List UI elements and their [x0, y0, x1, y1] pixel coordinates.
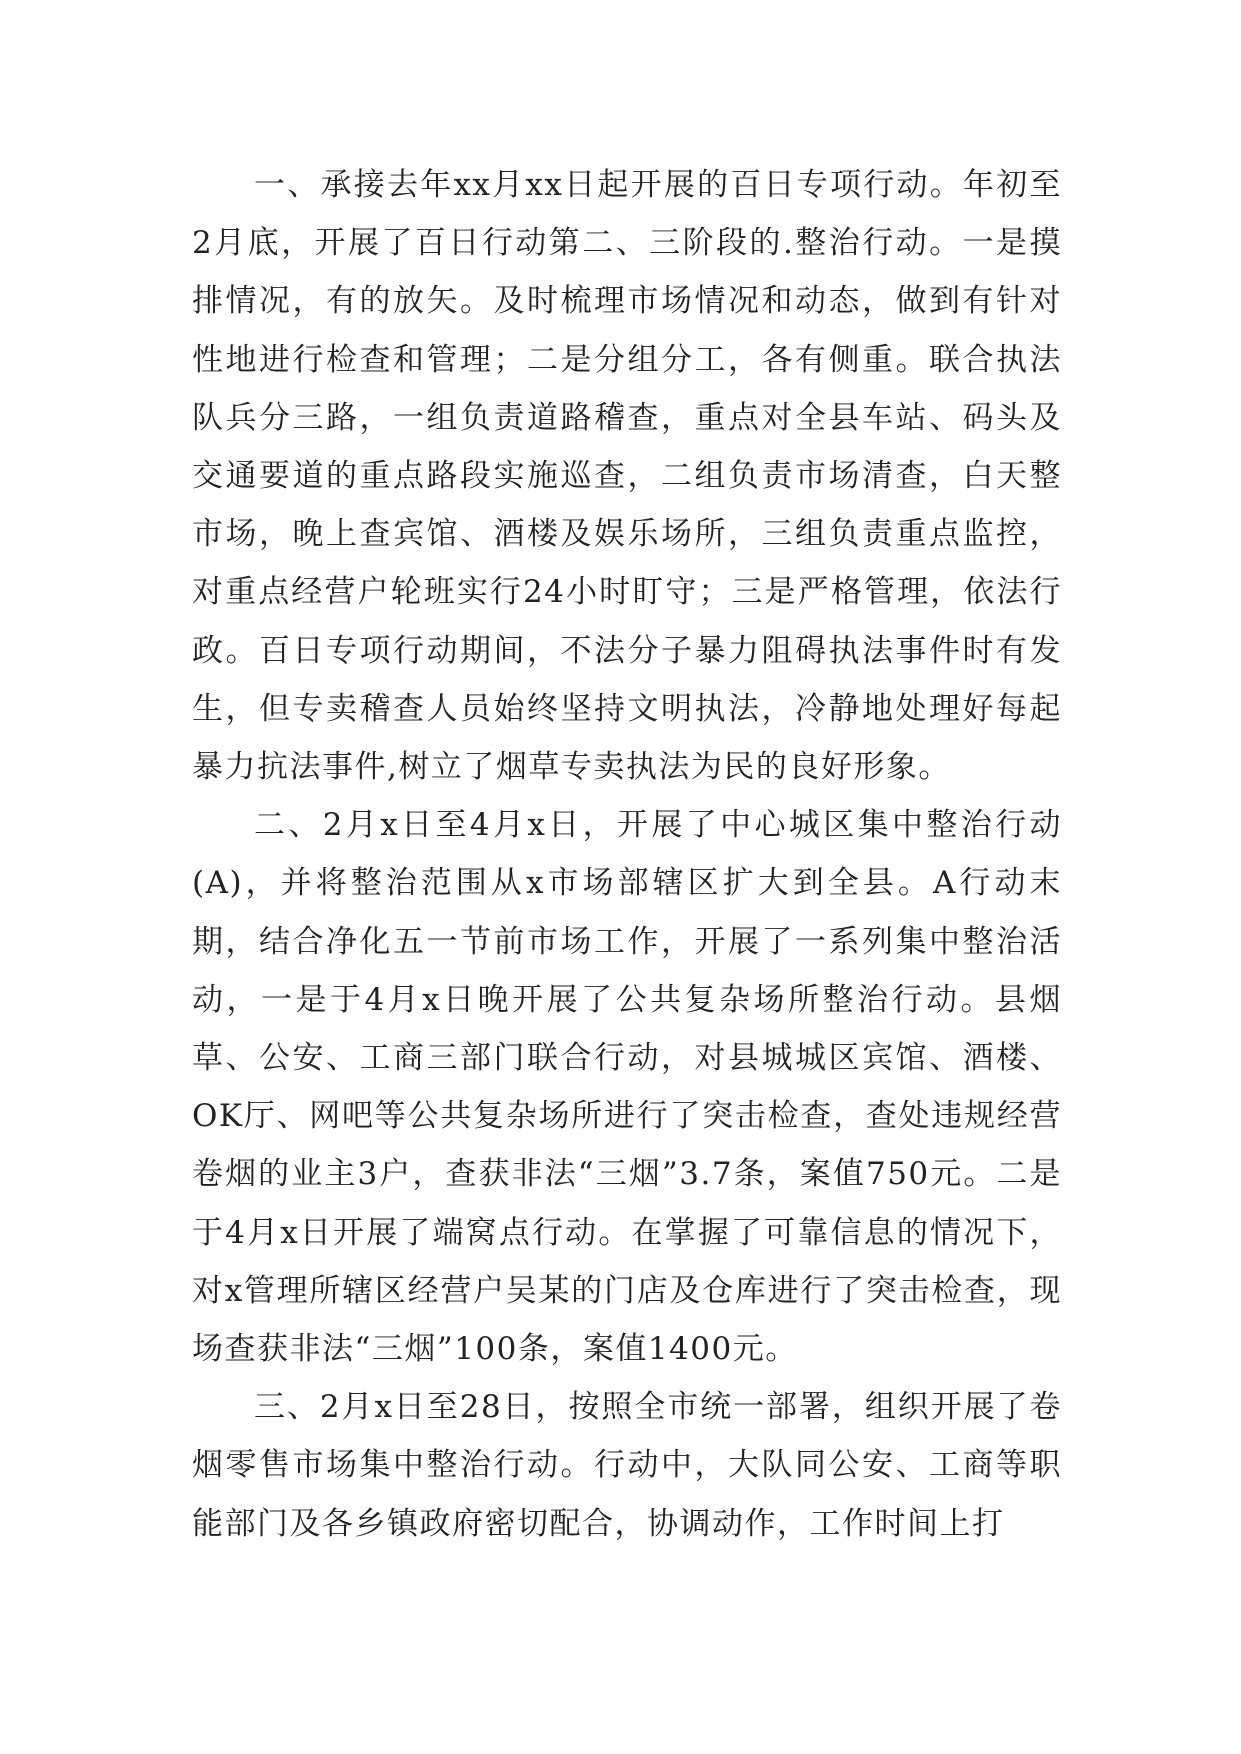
paragraph-1: 一、承接去年xx月xx日起开展的百日专项行动。年初至2月底，开展了百日行动第二、三阶段的.整治行动。一是摸排情况，有的放矢。及时梳理市场情况和动态，做到有针对性地进行检查和管理；二是分组分工，各有侧重。联合执法队兵分三路，一组负责道路稽查，重点对全县车站、码头及交通要道的重点路段实施巡查，二组负责市场清查，白天整市场，晚上查宾馆、酒楼及娱乐场所，三组负责重点监控，对重点经营户轮班实行24小时盯守；三是严格管理，依法行政。百日专项行动期间，不法分子暴力阻碍执法事件时有发生，但专卖稽查人员始终坚持文明执法，冷静地处理好每起暴力抗法事件,树立了烟草专卖执法为民的良好形象。: [192, 167, 1062, 786]
document-body: [192, 156, 1062, 1553]
paragraph-3: 三、2月x日至28日，按照全市统一部署，组织开展了卷烟零售市场集中整治行动。行动中，大队同公安、工商等职能部门及各乡镇政府密切配合，协调动作，工作时间上打: [192, 1389, 1062, 1542]
paragraph-2: 二、2月x日至4月x日，开展了中心城区集中整治行动(A)，并将整治范围从x市场部辖区扩大到全县。A行动末期，结合净化五一节前市场工作，开展了一系列集中整治活动，一是于4月x日晚开展了公共复杂场所整治行动。县烟草、公安、工商三部门联合行动，对县城城区宾馆、酒楼、OK厅、网吧等公共复杂场所进行了突击检查，查处违规经营卷烟的业主3户，查获非法“三烟”3.7条，案值750元。二是于4月x日开展了端窝点行动。在掌握了可靠信息的情况下，对x管理所辖区经营户吴某的门店及仓库进行了突击检查，现场查获非法“三烟”100条，案值1400元。: [192, 807, 1062, 1368]
